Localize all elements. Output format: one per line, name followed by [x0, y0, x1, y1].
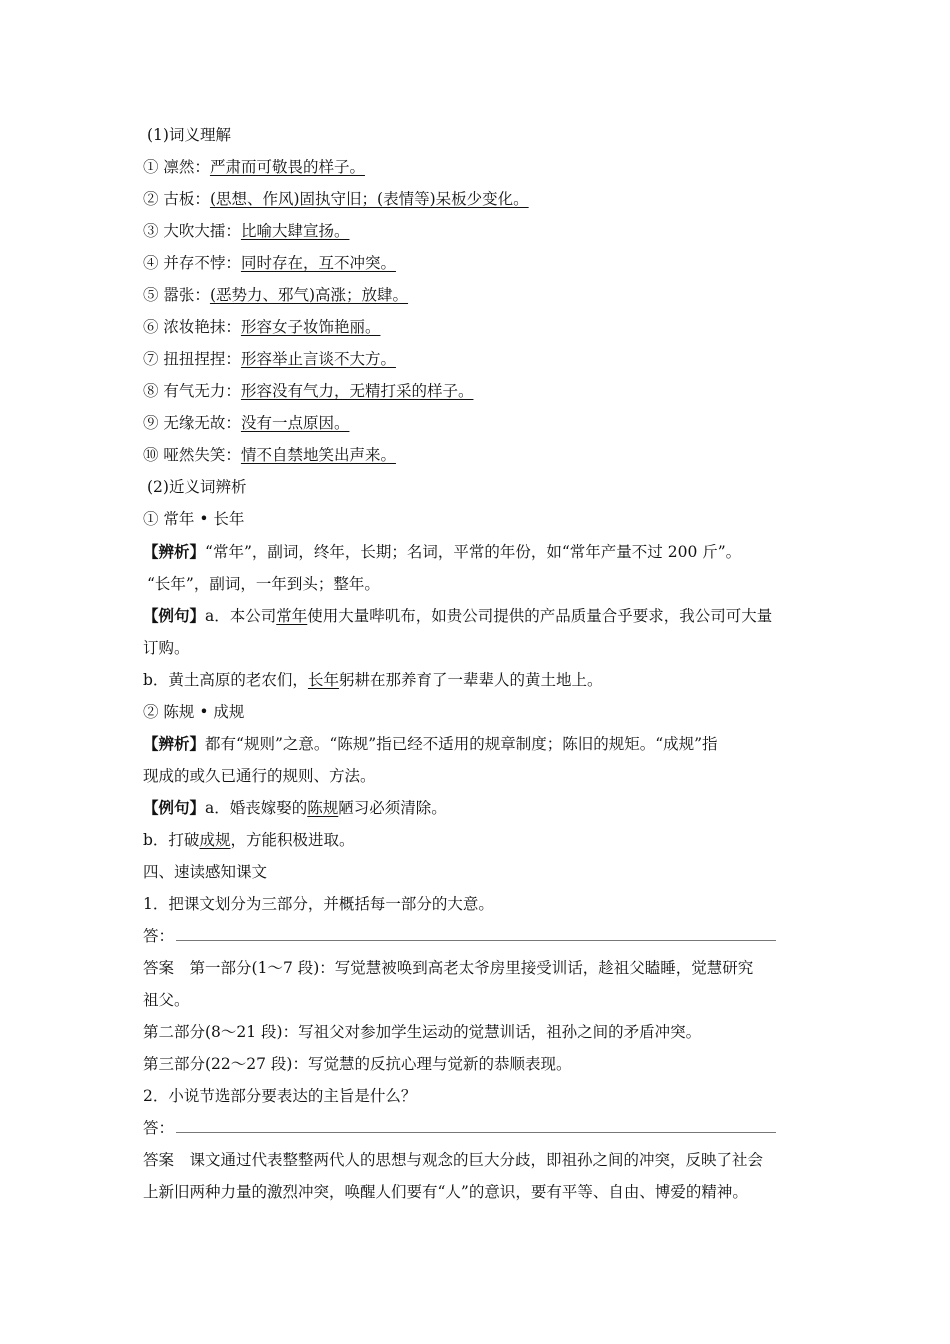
vocab-definition: 没有一点原因。: [240, 414, 350, 432]
vocab-definition: 形容没有气力，无精打采的样子。: [240, 382, 474, 400]
vocab-definition: (思想、作风)固执守旧；(表情等)呆板少变化。: [209, 190, 529, 208]
answer-fill-line[interactable]: [176, 926, 776, 941]
vocab-item: [143, 348, 396, 370]
answer-line: 祖父。: [143, 991, 190, 1009]
vocab-term: ⑩ 哑然失笑：: [143, 446, 241, 464]
vocab-definition: 同时存在，互不冲突。: [240, 254, 396, 272]
analysis-line: 现成的或久已通行的规则、方法。: [143, 767, 376, 785]
vocab-term: ⑤ 嚣张：: [143, 286, 210, 304]
vocab-item: [143, 444, 396, 466]
vocab-item: [143, 316, 380, 338]
example-line: [143, 669, 602, 691]
vocab-term: ④ 并存不悖：: [143, 254, 241, 272]
example-line: 订购。: [143, 639, 190, 657]
answer-line: 第三部分(22～27 段)：写觉慧的反抗心理与觉新的恭顺表现。: [143, 1055, 572, 1073]
analysis-text: 都有“规则”之意。“陈规”指已经不适用的规章制度；陈旧的规矩。“成规”指: [205, 735, 718, 753]
example-text: a．本公司: [205, 607, 277, 625]
vocab-item: [143, 252, 396, 274]
answer-line: [143, 1149, 763, 1171]
vocab-term: ① 凛然：: [143, 158, 210, 176]
vocab-term: ⑥ 浓妆艳抹：: [143, 318, 241, 336]
example-text: 躬耕在那养育了一辈辈人的黄土地上。: [338, 671, 603, 689]
answer-label: 答案: [143, 959, 175, 977]
vocab-term: ⑨ 无缘无故：: [143, 414, 241, 432]
analysis-line: [143, 541, 741, 563]
answer-line: 上新旧两种力量的激烈冲突，唤醒人们要有“人”的意识，要有平等、自由、博爱的精神。: [143, 1183, 748, 1201]
answer-prompt: 答：: [143, 1119, 175, 1137]
vocab-definition: 严肃而可敬畏的样子。: [209, 158, 365, 176]
example-word: 成规: [199, 831, 231, 849]
example-tag: 【例句】: [143, 606, 206, 625]
example-line: [143, 797, 447, 819]
analysis-tag: 【辨析】: [143, 542, 206, 561]
pair-title: ① 常年 • 长年: [143, 510, 245, 528]
vocab-definition: 形容女子妆饰艳丽。: [240, 318, 381, 336]
answer-text: 第一部分(1～7 段)：写觉慧被唤到高老太爷房里接受训话，趁祖父瞌睡，觉慧研究: [189, 959, 754, 977]
vocab-heading: (1)词义理解: [147, 126, 231, 144]
example-text: b．打破: [143, 831, 200, 849]
question-2: 2．小说节选部分要表达的主旨是什么？: [143, 1087, 417, 1105]
example-text: ，方能积极进取。: [230, 831, 355, 849]
vocab-item: [143, 412, 349, 434]
analysis-text: “常年”，副词，终年，长期；名词，平常的年份，如“常年产量不过 200 斤”。: [205, 543, 742, 561]
analysis-line: [143, 733, 718, 755]
vocab-term: ⑦ 扭扭捏捏：: [143, 350, 241, 368]
example-text: a．婚丧嫁娶的: [205, 799, 308, 817]
answer-line: 第二部分(8～21 段)：写祖父对参加学生运动的觉慧训话，祖孙之间的矛盾冲突。: [143, 1023, 702, 1041]
answer-blank-2: [143, 1117, 776, 1139]
vocab-term: ⑧ 有气无力：: [143, 382, 241, 400]
answer-text: 课文通过代表整整两代人的思想与观念的巨大分歧，即祖孙之间的冲突，反映了社会: [189, 1151, 764, 1169]
example-text: 陋习必须清除。: [338, 799, 447, 817]
example-text: 使用大量哔叽布，如贵公司提供的产品质量合乎要求，我公司可大量: [307, 607, 773, 625]
example-word: 陈规: [307, 799, 339, 817]
example-text: b．黄土高原的老农们，: [143, 671, 308, 689]
example-tag: 【例句】: [143, 798, 206, 817]
vocab-definition: (恶势力、邪气)高涨；放肆。: [209, 286, 409, 304]
example-word: 常年: [276, 607, 308, 625]
vocab-item: [143, 380, 473, 402]
vocab-item: [143, 220, 349, 242]
example-line: [143, 605, 772, 627]
synonyms-heading: (2)近义词辨析: [147, 478, 247, 496]
vocab-definition: 情不自禁地笑出声来。: [240, 446, 396, 464]
answer-prompt: 答：: [143, 927, 175, 945]
vocab-item: [143, 284, 408, 306]
example-word: 长年: [307, 671, 339, 689]
vocab-term: ③ 大吹大擂：: [143, 222, 241, 240]
answer-fill-line[interactable]: [176, 1118, 776, 1133]
vocab-definition: 形容举止言谈不大方。: [240, 350, 396, 368]
vocab-item: [143, 188, 529, 210]
pair-title: ② 陈规 • 成规: [143, 703, 245, 721]
analysis-line: “长年”，副词，一年到头；整年。: [147, 575, 380, 593]
vocab-item: [143, 156, 365, 178]
vocab-term: ② 古板：: [143, 190, 210, 208]
answer-label: 答案: [143, 1151, 175, 1169]
section-heading: 四、速读感知课文: [143, 863, 268, 881]
analysis-tag: 【辨析】: [143, 734, 206, 753]
example-line: [143, 829, 354, 851]
vocab-definition: 比喻大肆宣扬。: [240, 222, 350, 240]
answer-blank-1: [143, 925, 776, 947]
answer-line: [143, 957, 753, 979]
question-1: 1．把课文划分为三部分，并概括每一部分的大意。: [143, 895, 494, 913]
